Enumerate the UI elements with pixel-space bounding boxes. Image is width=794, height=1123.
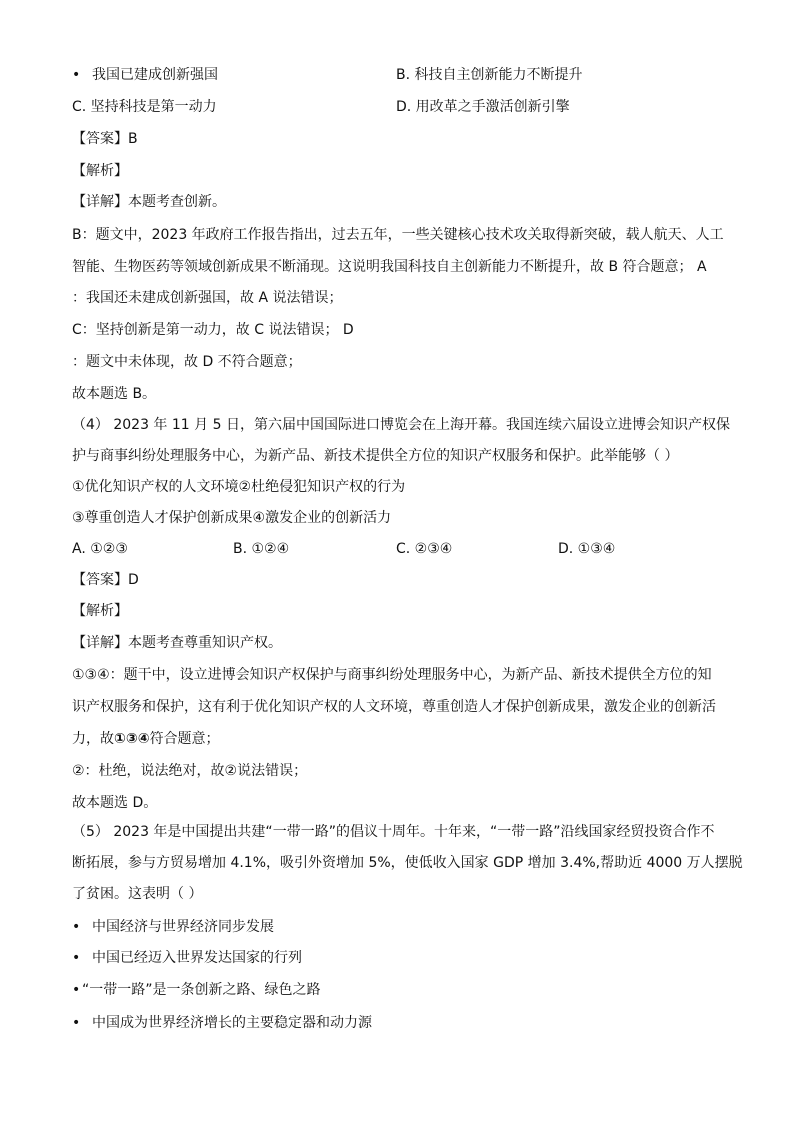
q3-explanation-line-4: C：坚持创新是第一动力，故 C 说法错误； D <box>72 322 354 338</box>
q5-option-1 <box>72 917 274 937</box>
q5-option-2 <box>72 948 302 968</box>
q5-option-3 <box>72 980 321 1000</box>
q3-option-d: D. 用改革之手激活创新引擎 <box>396 99 570 115</box>
bullet: • <box>72 982 81 998</box>
q3-detail: 【详解】本题考查创新。 <box>72 194 226 210</box>
q4-exp3-bold: ①③④ <box>114 731 150 747</box>
q4-conclusion: 故本题选 D。 <box>72 795 158 811</box>
q3-explanation-line-1: B：题文中，2023 年政府工作报告指出，过去五年，一些关键核心技术攻关取得新突破，载人航天、人工 <box>72 227 724 243</box>
bullet: • <box>72 950 81 966</box>
q4-stem-line-1: （4） 2023 年 11 月 5 日，第六届中国国际进口博览会在上海开幕。我国连续六届设立进博会知识产权保 <box>72 417 730 433</box>
q4-detail: 【详解】本题考查尊重知识产权。 <box>72 635 282 651</box>
q3-option-a <box>72 65 218 85</box>
bullet: • <box>72 1015 81 1031</box>
q5-option-1-text: 中国经济与世界经济同步发展 <box>92 919 274 935</box>
q5-stem-line-3: 了贫困。这表明（ ） <box>72 886 203 902</box>
q4-option-d: D. ①③④ <box>558 541 616 557</box>
q3-option-b: B. 科技自主创新能力不断提升 <box>396 67 583 83</box>
q5-stem-line-2: 断拓展，参与方贸易增加 4.1%，吸引外资增加 5%，使低收入国家 GDP 增加 3.4%,帮助近 4000 万人摆脱 <box>72 855 743 871</box>
q5-stem-line-1: （5） 2023 年是中国提出共建“一带一路”的倡议十周年。十年来，“一带一路”沿线国家经贸投资合作不 <box>72 824 715 840</box>
q5-option-4-text: 中国成为世界经济增长的主要稳定器和动力源 <box>92 1015 372 1031</box>
q4-explanation-line-3 <box>72 729 220 749</box>
q3-explanation-line-3: ：我国还未建成创新强国，故 A 说法错误； <box>72 290 343 306</box>
q3-answer <box>72 129 138 149</box>
bullet: • <box>72 919 81 935</box>
q4-explanation-line-4: ②：杜绝，说法绝对，故②说法错误； <box>72 763 308 779</box>
q4-option-a: A. ①②③ <box>72 541 128 557</box>
q3-explanation-line-5: ：题文中未体现，故 D 不符合题意； <box>72 354 302 370</box>
q5-option-3-text: “一带一路”是一条创新之路、绿色之路 <box>82 982 321 998</box>
q4-option-c: C. ②③④ <box>396 541 453 557</box>
q3-option-a-text: 我国已建成创新强国 <box>92 67 218 83</box>
q4-explanation-line-1: ①③④：题干中，设立进博会知识产权保护与商事纠纷处理服务中心，为新产品、新技术提供全方位的知 <box>72 667 712 683</box>
q4-analysis-label: 【解析】 <box>72 603 128 619</box>
q4-explanation-line-2: 识产权服务和保护，这有利于优化知识产权的人文环境，尊重创造人才保护创新成果，激发企业的创新活 <box>72 699 716 715</box>
q4-statement-2: ③尊重创造人才保护创新成果④激发企业的创新活力 <box>72 510 392 526</box>
q3-analysis-label: 【解析】 <box>72 163 128 179</box>
bullet: • <box>72 67 81 83</box>
q3-explanation-line-2: 智能、生物医药等领域创新成果不断涌现。这说明我国科技自主创新能力不断提升，故 B 符合题意； A <box>72 259 707 275</box>
q4-answer <box>72 570 139 590</box>
q3-option-c: C. 坚持科技是第一动力 <box>72 99 217 115</box>
q4-exp3-prefix: 力，故 <box>72 731 114 747</box>
q5-option-4 <box>72 1013 372 1033</box>
answer-label: 【答案】 <box>72 131 128 147</box>
answer-value: B <box>128 131 138 147</box>
answer-label: 【答案】 <box>72 572 128 588</box>
q5-option-2-text: 中国已经迈入世界发达国家的行列 <box>92 950 302 966</box>
answer-value: D <box>128 572 139 588</box>
q4-option-b: B. ①②④ <box>233 541 290 557</box>
q3-conclusion: 故本题选 B。 <box>72 386 157 402</box>
q4-statement-1: ①优化知识产权的人文环境②杜绝侵犯知识产权的行为 <box>72 479 406 495</box>
q4-exp3-suffix: 符合题意； <box>149 731 220 747</box>
q4-stem-line-2: 护与商事纠纷处理服务中心，为新产品、新技术提供全方位的知识产权服务和保护。此举能够（ ） <box>72 448 679 464</box>
